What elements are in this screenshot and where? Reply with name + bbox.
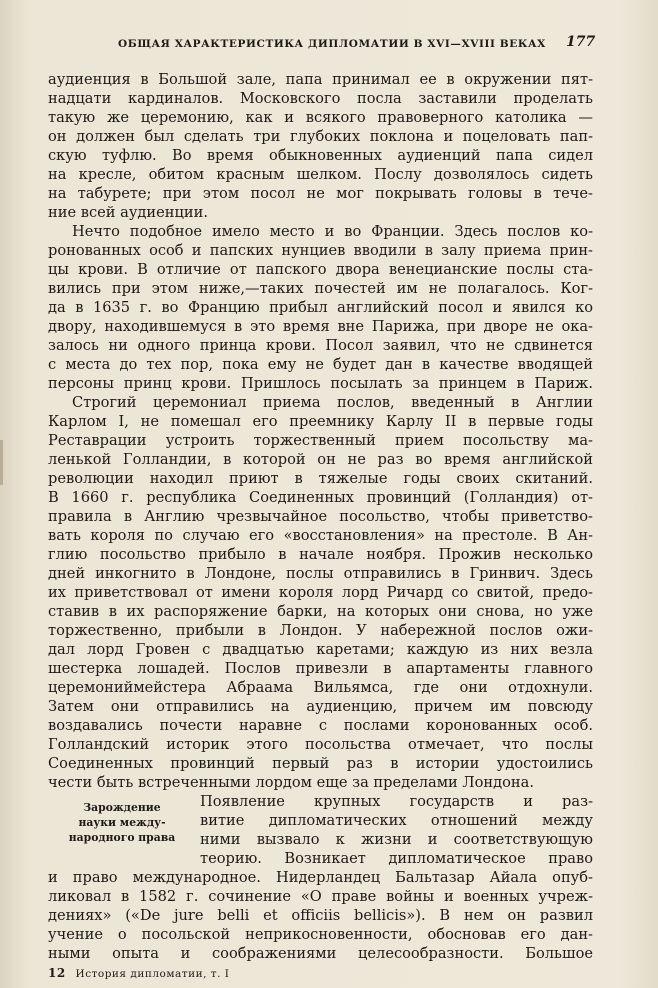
text-line: дней инкогнито в Лондоне, послы отправились в Гринвич. Здесь [48, 565, 593, 582]
text-line: учение о посольской неприкосновенности, обосновав его дан- [48, 926, 593, 943]
text-line: такую же церемонию, как и всякого правоверного католика — [48, 109, 593, 126]
text-line: торжественно, прибыли в Лондон. У набережной послов ожи- [48, 622, 593, 639]
signature-mark: 12 [48, 966, 66, 980]
text-line: чести быть встреченными лордом еще за пределами Лондона. [48, 774, 534, 791]
text-line: и право международное. Нидерландец Бальтазар Айала опуб- [48, 869, 593, 886]
text-line: шестерка лошадей. Послов привезли в апартаменты главного [48, 660, 593, 677]
text-line: ние всей аудиенции. [48, 204, 208, 221]
text-line: Реставрации устроить торжественный прием посольству ма- [48, 432, 593, 449]
text-line: вать короля по случаю его «восстановления» на престоле. В Ан- [48, 527, 593, 544]
margin-note-line: Зарождение [83, 801, 161, 814]
text-line: надцати кардиналов. Московского посла заставили проделать [48, 90, 593, 107]
margin-note [48, 800, 196, 845]
text-line: дал лорд Гровен с двадцатью каретами; каждую из них везла [48, 641, 593, 658]
text-line: залось ни одного принца крови. Посол заявил, что не сдвинется [48, 337, 593, 354]
text-line: дениях» («De jure belli et officiis bellicis»). В нем он развил [48, 907, 593, 924]
paragraph-start: Нечто подобное имело место и во Франции. Здесь послов ко- [72, 223, 593, 240]
text-line: на табурете; при этом посол не мог покрывать головы в тече- [48, 185, 593, 202]
text-line: ставив в их распоряжение барки, на которых они снова, но уже [48, 603, 593, 620]
text-line: витие дипломатических отношений между [200, 812, 593, 829]
text-line: Затем они отправились на аудиенцию, причем им повсюду [48, 698, 593, 715]
text-line: вились при этом ниже,—таких почестей им не полагалось. Ког- [48, 280, 593, 297]
text-line: аудиенция в Большой зале, папа принимал ее в окружении пят- [48, 71, 593, 88]
text-line: да в 1635 г. во Францию прибыл английский посол и явился ко [48, 299, 593, 316]
page-footer [48, 966, 229, 980]
margin-note-line: народного права [68, 831, 176, 844]
text-line: цы крови. В отличие от папского двора венецианские послы ста- [48, 261, 593, 278]
text-line: ронованных особ и папских нунциев вводили в залу приема прин- [48, 242, 593, 259]
text-line: воздавались почести наравне с послами коронованных особ. [48, 717, 593, 734]
text-line: скую туфлю. Во время обыкновенных аудиенций папа сидел [48, 147, 593, 164]
text-line: на кресле, обитом красным шелком. Послу дозволялось сидеть [48, 166, 593, 183]
text-line: он должен был сделать три глубоких поклона и поцеловать пап- [48, 128, 593, 145]
paragraph-start: Строгий церемониал приема послов, введенный в Англии [72, 394, 593, 411]
text-line: ленькой Голландии, в которой он не раз во время английской [48, 451, 593, 468]
text-line: с места до тех пор, пока ему не будет дан в качестве вводящей [48, 356, 593, 373]
paragraph-start: Появление крупных государств и раз- [200, 793, 593, 810]
page-number: 177 [566, 34, 596, 50]
text-line: В 1660 г. республика Соединенных провинций (Голландия) от- [48, 489, 593, 506]
text-line: ликовал в 1582 г. сочинение «О праве войны и военных учреж- [48, 888, 593, 905]
text-line: ными опыта и соображениями целесообразности. Большое [48, 945, 593, 962]
text-line: теорию. Возникает дипломатическое право [200, 850, 593, 867]
text-line: Голландский историк этого посольства отмечает, что послы [48, 736, 593, 753]
footer-title: История дипломатии, т. I [75, 968, 230, 980]
text-line: двору, находившемуся в это время вне Парижа, при дворе не ока- [48, 318, 593, 335]
text-line: правила в Англию чрезвычайное посольство, чтобы приветство- [48, 508, 593, 525]
running-head: ОБЩАЯ ХАРАКТЕРИСТИКА ДИПЛОМАТИИ В XVI—XVIII ВЕКАХ [118, 38, 546, 50]
text-line: церемониймейстера Абраама Вильямса, где они отдохнули. [48, 679, 593, 696]
text-line: ними вызвало к жизни и соответствующую [200, 831, 593, 848]
text-line: Соединенных провинций первый раз в истории удостоились [48, 755, 593, 772]
text-line: глию посольство прибыло в начале ноября. Прожив несколько [48, 546, 593, 563]
page-header [0, 34, 658, 54]
text-line: Карлом I, не помешал его преемнику Карлу II в первые годы [48, 413, 593, 430]
text-line: революции находил приют в тяжелые годы своих скитаний. [48, 470, 593, 487]
margin-note-line: науки между- [78, 816, 166, 829]
text-line: их приветствовал от имени короля лорд Ричард со свитой, предо- [48, 584, 593, 601]
page-edge-shadow [0, 440, 3, 485]
text-line: персоны принц крови. Пришлось посылать за принцем в Париж. [48, 375, 593, 392]
